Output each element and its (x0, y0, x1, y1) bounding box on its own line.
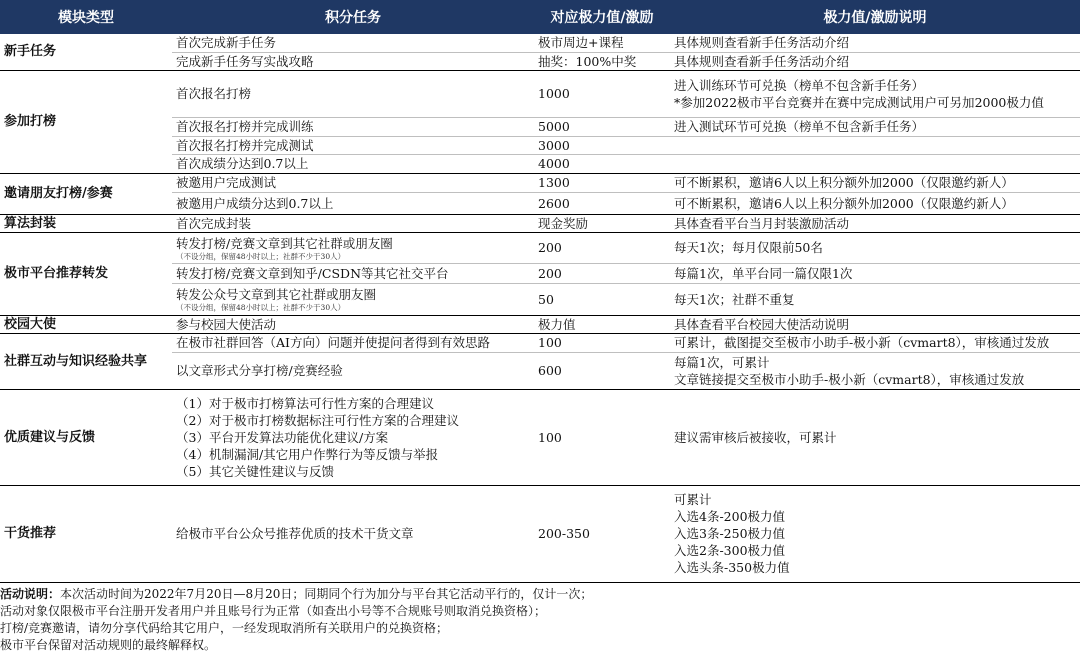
reward-cell: 抽奖：100%中奖 (534, 52, 670, 70)
task-cell: 参与校园大使活动 (172, 315, 534, 333)
reward-cell: 1000 (534, 70, 670, 117)
table-row (0, 333, 1080, 352)
table-row (0, 214, 1080, 232)
module-type: 极市平台推荐转发 (0, 232, 172, 315)
desc-cell: 每天1次；每月仅限前50名 (670, 232, 1080, 263)
task-line: 转发公众号文章到其它社群或朋友圈 (176, 287, 377, 302)
desc-cell (670, 154, 1080, 173)
header-module-type: 模块类型 (0, 0, 172, 34)
desc-cell (670, 352, 1080, 389)
task-cell (172, 232, 534, 263)
module-type: 算法封装 (0, 214, 172, 232)
note-line-4: 极市平台保留对活动规则的最终解释权。 (0, 638, 217, 652)
task-cell: 转发打榜/竞赛文章到知乎/CSDN等其它社交平台 (172, 263, 534, 283)
desc-line: 入选头条-350极力值 (674, 560, 790, 575)
reward-cell: 极力值 (534, 315, 670, 333)
task-cell: 给极市平台公众号推荐优质的技术干货文章 (172, 485, 534, 582)
task-cell: 在极市社群回答（AI方向）问题并使提问者得到有效思路 (172, 333, 534, 352)
task-cell (172, 389, 534, 485)
table-row (0, 70, 1080, 117)
notes-label: 活动说明： (0, 587, 61, 601)
desc-line: 入选2条-300极力值 (674, 543, 786, 558)
module-type: 参加打榜 (0, 70, 172, 173)
desc-cell (670, 485, 1080, 582)
desc-cell: 进入测试环节可兑换（榜单不包含新手任务） (670, 117, 1080, 136)
table-header (0, 0, 1080, 34)
reward-cell: 极市周边+课程 (534, 34, 670, 52)
desc-cell: 可累计，截图提交至极市小助手-极小新（cvmart8），审核通过发放 (670, 333, 1080, 352)
table-row (0, 315, 1080, 333)
desc-cell: 每天1次；社群不重复 (670, 283, 1080, 315)
desc-line: 每篇1次，可累计 (674, 354, 770, 370)
desc-line: 可累计 (674, 492, 712, 507)
task-cell: 首次成绩分达到0.7以上 (172, 154, 534, 173)
table-row (0, 232, 1080, 263)
task-subnote: （不设分组，保留48小时以上；社群不少于30人） (176, 303, 346, 312)
table-row (0, 34, 1080, 52)
activity-notes (0, 586, 1080, 654)
reward-cell: 现金奖励 (534, 214, 670, 232)
task-cell: 首次完成新手任务 (172, 34, 534, 52)
header-reward: 对应极力值/激励 (534, 0, 670, 34)
desc-cell: 可不断累积，邀请6人以上积分额外加2000（仅限邀约新人） (670, 173, 1080, 192)
module-type: 优质建议与反馈 (0, 389, 172, 485)
task-line: （4）机制漏洞/其它用户作弊行为等反馈与举报 (176, 446, 439, 462)
desc-cell: 具体查看平台当月封装激励活动 (670, 214, 1080, 232)
reward-cell: 4000 (534, 154, 670, 173)
table-row (0, 173, 1080, 192)
task-subnote: （不设分组，保留48小时以上；社群不少于30人） (176, 251, 346, 261)
reward-cell: 200 (534, 263, 670, 283)
note-line-3: 打榜/竞赛邀请，请勿分享代码给其它用户，一经发现取消所有关联用户的兑换资格； (0, 621, 449, 635)
desc-line: *参加2022极市平台竞赛并在赛中完成测试用户可另加2000极力值 (674, 94, 1044, 110)
desc-line: 入选3条-250极力值 (674, 526, 786, 541)
reward-cell: 2600 (534, 192, 670, 214)
module-type: 新手任务 (0, 34, 172, 70)
desc-line: 入选4条-200极力值 (674, 509, 786, 524)
task-cell: 被邀用户成绩分达到0.7以上 (172, 192, 534, 214)
desc-cell: 可不断累积，邀请6人以上积分额外加2000（仅限邀约新人） (670, 192, 1080, 214)
desc-cell: 每篇1次，单平台同一篇仅限1次 (670, 263, 1080, 283)
table-row (0, 485, 1080, 582)
reward-cell: 200-350 (534, 485, 670, 582)
task-cell: 完成新手任务写实战攻略 (172, 52, 534, 70)
task-cell: 首次报名打榜并完成训练 (172, 117, 534, 136)
header-task: 积分任务 (172, 0, 534, 34)
desc-cell: 具体查看平台校园大使活动说明 (670, 315, 1080, 333)
task-cell: 首次报名打榜 (172, 70, 534, 117)
module-type: 社群互动与知识经验共享 (0, 333, 172, 389)
task-line: （5）其它关键性建议与反馈 (176, 463, 334, 479)
header-description: 极力值/激励说明 (670, 0, 1080, 34)
reward-cell: 200 (534, 232, 670, 263)
reward-cell: 100 (534, 389, 670, 485)
reward-cell: 100 (534, 333, 670, 352)
module-type: 干货推荐 (0, 485, 172, 582)
module-type: 邀请朋友打榜/参赛 (0, 173, 172, 214)
reward-cell: 1300 (534, 173, 670, 192)
desc-cell (670, 136, 1080, 154)
desc-line: 文章链接提交至极市小助手-极小新（cvmart8），审核通过发放 (674, 371, 1025, 387)
note-line-1 (0, 586, 1080, 603)
task-cell: 被邀用户完成测试 (172, 173, 534, 192)
table-row (0, 389, 1080, 485)
desc-cell: 具体规则查看新手任务活动介绍 (670, 52, 1080, 70)
reward-cell: 3000 (534, 136, 670, 154)
note-line-2: 活动对象仅限极市平台注册开发者用户并且账号行为正常（如查出小号等不合规账号则取消兑换资格）； (0, 604, 547, 618)
reward-cell: 50 (534, 283, 670, 315)
task-line: 转发打榜/竞赛文章到其它社群或朋友圈 (176, 235, 393, 251)
task-cell: 首次完成封装 (172, 214, 534, 232)
task-line: （1）对于极市打榜算法可行性方案的合理建议 (176, 395, 434, 411)
task-line: （3）平台开发算法功能优化建议/方案 (176, 429, 389, 445)
reward-cell: 600 (534, 352, 670, 389)
module-type: 校园大使 (0, 315, 172, 333)
task-line: （2）对于极市打榜数据标注可行性方案的合理建议 (176, 412, 459, 428)
desc-cell: 具体规则查看新手任务活动介绍 (670, 34, 1080, 52)
note-text: 本次活动时间为2022年7月20日—8月20日；同期同个行为加分与平台其它活动平行的，仅计一次； (60, 587, 593, 601)
desc-cell: 建议需审核后被接收，可累计 (670, 389, 1080, 485)
task-cell: 首次报名打榜并完成测试 (172, 136, 534, 154)
task-cell: 以文章形式分享打榜/竞赛经验 (172, 352, 534, 389)
desc-cell (670, 70, 1080, 117)
task-cell (172, 283, 534, 315)
reward-cell: 5000 (534, 117, 670, 136)
desc-line: 进入训练环节可兑换（榜单不包含新手任务） (674, 77, 925, 93)
